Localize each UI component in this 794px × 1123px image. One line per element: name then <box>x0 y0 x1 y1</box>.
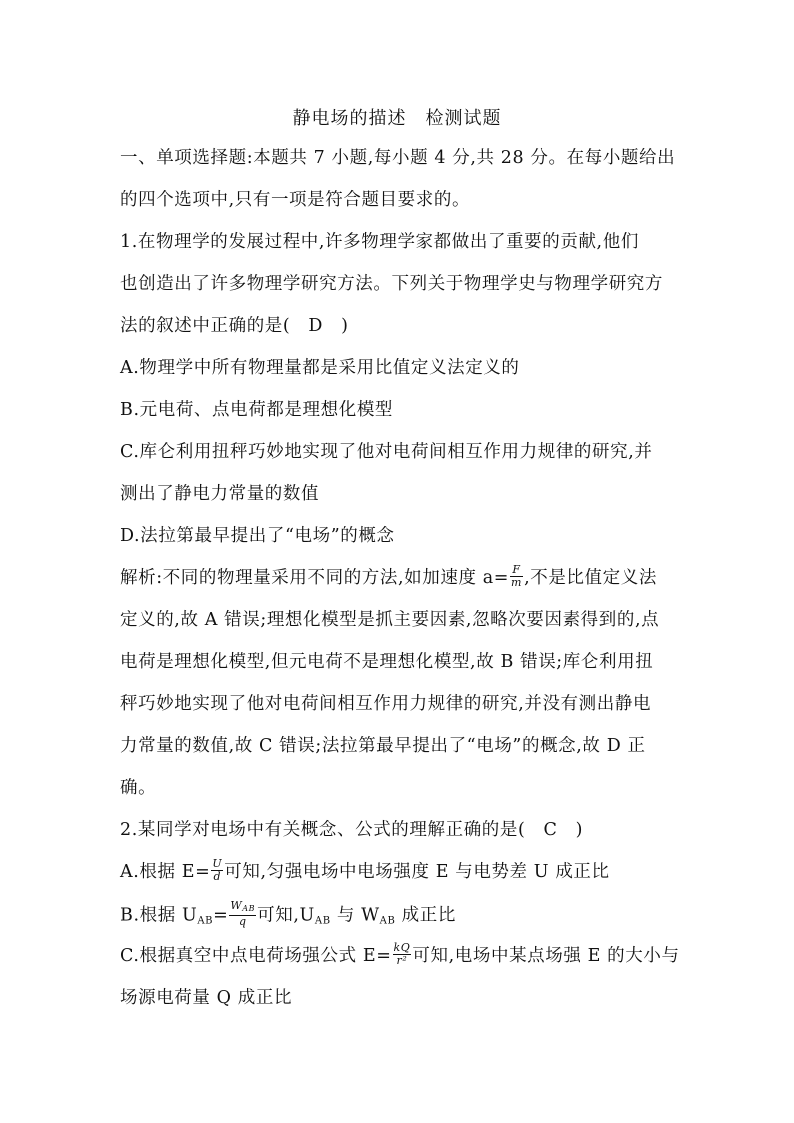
fraction-numerator: kQ <box>393 941 411 954</box>
question-1-analysis-line-6: 确。 <box>120 778 157 798</box>
section-instruction-line-2: 的四个选项中,只有一项是符合题目要求的。 <box>120 190 471 210</box>
option-b-prefix: B.根据 U <box>120 905 198 926</box>
fraction-denominator: q <box>238 915 247 928</box>
question-1-stem-line-2: 也创造出了许多物理学研究方法。下列关于物理学史与物理学研究方 <box>120 274 663 294</box>
fraction-denominator: d <box>213 870 222 883</box>
option-b-suffix: 成正比 <box>395 905 456 926</box>
analysis-prefix: 解析:不同的物理量采用不同的方法,如加速度 a= <box>120 568 510 588</box>
page-title: 静电场的描述 检测试题 <box>292 108 502 129</box>
numerator-subscript: AB <box>242 904 256 913</box>
question-1-option-b: B.元电荷、点电荷都是理想化模型 <box>120 400 394 420</box>
question-1-stem-line-1: 1.在物理学的发展过程中,许多物理学家都做出了重要的贡献,他们 <box>120 232 639 252</box>
option-a-prefix: A.根据 E= <box>120 862 211 882</box>
question-1-option-d: D.法拉第最早提出了“电场”的概念 <box>120 526 395 546</box>
field-formula-fraction <box>211 858 223 883</box>
question-2-option-b <box>120 899 680 934</box>
fraction-numerator: U <box>212 857 223 870</box>
question-1-analysis-line-4: 秤巧妙地实现了他对电荷间相互作用力规律的研究,并没有测出静电 <box>120 694 652 714</box>
option-c-prefix: C.根据真空中点电荷场强公式 E= <box>120 946 392 966</box>
potential-formula-fraction <box>229 900 256 928</box>
acceleration-formula-fraction <box>510 564 523 589</box>
question-2-option-c-line-1 <box>120 941 680 969</box>
question-1-option-a: A.物理学中所有物理量都是采用比值定义法定义的 <box>120 358 520 378</box>
question-1-analysis-line-1 <box>120 563 680 591</box>
question-1-stem-line-3: 法的叙述中正确的是( D ) <box>120 316 349 336</box>
subscript: AB <box>314 915 331 927</box>
option-b-mid-2: 与 W <box>330 905 380 926</box>
analysis-suffix: ,不是比值定义法 <box>524 568 657 588</box>
question-1-option-c-line-2: 测出了静电力常量的数值 <box>120 484 320 504</box>
question-1-analysis-line-5: 力常量的数值,故 C 错误;法拉第最早提出了“电场”的概念,故 D 正 <box>120 736 646 756</box>
fraction-denominator: m <box>511 576 523 589</box>
question-1-analysis-line-3: 电荷是理想化模型,但元电荷不是理想化模型,故 B 错误;库仑利用扭 <box>120 652 654 672</box>
option-b-mid: 可知,U <box>257 905 315 926</box>
question-2-option-c-line-2: 场源电荷量 Q 成正比 <box>120 988 293 1008</box>
section-instruction-line-1: 一、单项选择题:本题共 7 小题,每小题 4 分,共 28 分。在每小题给出 <box>120 148 676 168</box>
numerator-main: W <box>230 899 243 912</box>
subscript: AB <box>379 915 396 927</box>
fraction-denominator: r² <box>396 954 408 967</box>
question-2-stem: 2.某同学对电场中有关概念、公式的理解正确的是( C ) <box>120 820 584 840</box>
question-1-option-c-line-1: C.库仑利用扭秤巧妙地实现了他对电荷间相互作用力规律的研究,并 <box>120 442 653 462</box>
option-c-suffix: 可知,电场中某点场强 E 的大小与 <box>412 946 680 966</box>
equals-sign: = <box>213 905 229 926</box>
point-charge-formula-fraction <box>393 942 412 967</box>
fraction-numerator: F <box>510 564 523 577</box>
fraction-numerator <box>229 900 256 916</box>
option-a-suffix: 可知,匀强电场中电场强度 E 与电势差 U 成正比 <box>224 862 610 882</box>
subscript: AB <box>197 915 214 927</box>
question-1-analysis-line-2: 定义的,故 A 错误;理想化模型是抓主要因素,忽略次要因素得到的,点 <box>120 610 660 630</box>
question-2-option-a <box>120 857 680 885</box>
